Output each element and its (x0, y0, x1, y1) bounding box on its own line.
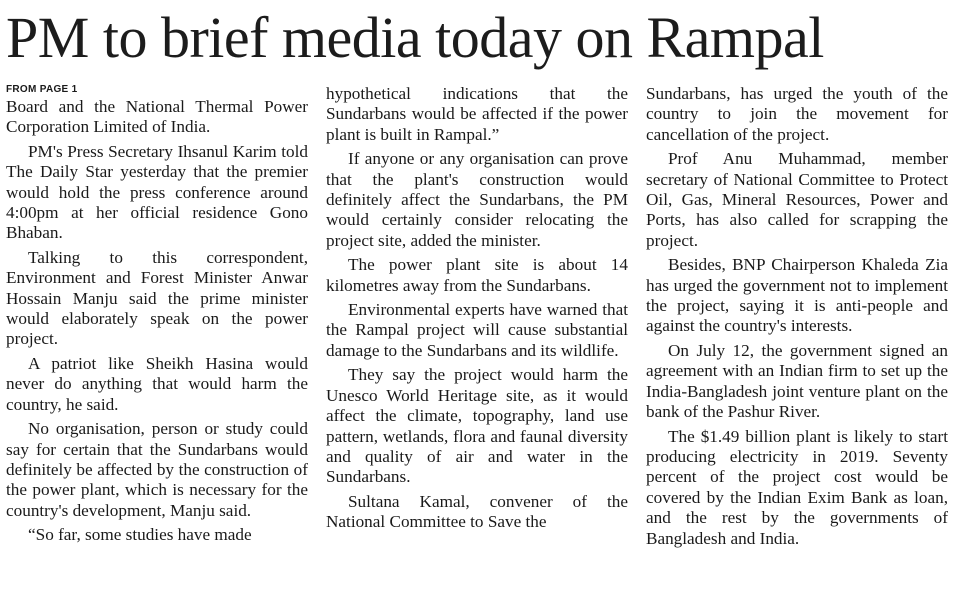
paragraph: If anyone or any organisation can prove that the plant's construction would definitely affect the Sundarbans, the PM would certainly consider relocating the project site, added the minister. (326, 149, 628, 250)
paragraph: The $1.49 billion plant is likely to start producing electricity in 2019. Seventy percent of the project cost would be covered by the Indian Exim Bank as loan, and the rest by the governments of Bangladesh and India. (646, 426, 948, 548)
continued-from-label: FROM PAGE 1 (6, 84, 78, 95)
paragraph: On July 12, the government signed an agreement with an Indian firm to set up the India-Bangladesh joint venture plant on the bank of the Pashur River. (646, 340, 948, 422)
paragraph: “So far, some studies have made (28, 525, 252, 545)
paragraph: Sundarbans, has urged the youth of the country to join the movement for cancellation of the project. (646, 84, 948, 144)
paragraph: hypothetical indications that the Sundarbans would be affected if the power plant is built in Rampal.” (326, 84, 628, 144)
paragraph: Talking to this correspondent, Environment and Forest Minister Anwar Hossain Manju said the prime minister would elaborately speak on the power project. (6, 247, 308, 349)
paragraph: Sultana Kamal, convener of the National Committee to Save the (326, 491, 628, 532)
article-column-2 (326, 84, 628, 537)
paragraph: The power plant site is about 14 kilometres away from the Sundarbans. (326, 255, 628, 295)
paragraph: They say the project would harm the Unesco World Heritage site, as it would affect the climate, topography, land use pattern, wetlands, flora and faunal diversity and quality of air and water in the Sundarbans. (326, 365, 628, 487)
paragraph: Prof Anu Muhammad, member secretary of National Committee to Protect Oil, Gas, Mineral Resources, Power and Ports, has also called for scrapping the project. (646, 149, 948, 250)
paragraph: Besides, BNP Chairperson Khaleda Zia has urged the government not to implement the project, saying it is anti-people and against the country's interests. (646, 255, 948, 336)
article-column-3 (646, 84, 948, 553)
paragraph: Board and the National Thermal Power Corporation Limited of India. (6, 97, 308, 137)
paragraph: A patriot like Sheikh Hasina would never do anything that would harm the country, he said. (6, 353, 308, 414)
article-column-1 (6, 84, 308, 550)
paragraph: Environmental experts have warned that the Rampal project will cause substantial damage to the Sundarbans and its wildlife. (326, 300, 628, 360)
paragraph: PM's Press Secretary Ihsanul Karim told The Daily Star yesterday that the premier would hold the press conference around 4:00pm at her official residence Gono Bhaban. (6, 141, 308, 243)
paragraph: No organisation, person or study could say for certain that the Sundarbans would definitely be affected by the construction of the power plant, which is necessary for the country's development, Manju said. (6, 419, 308, 520)
headline: PM to brief media today on Rampal (6, 5, 824, 70)
